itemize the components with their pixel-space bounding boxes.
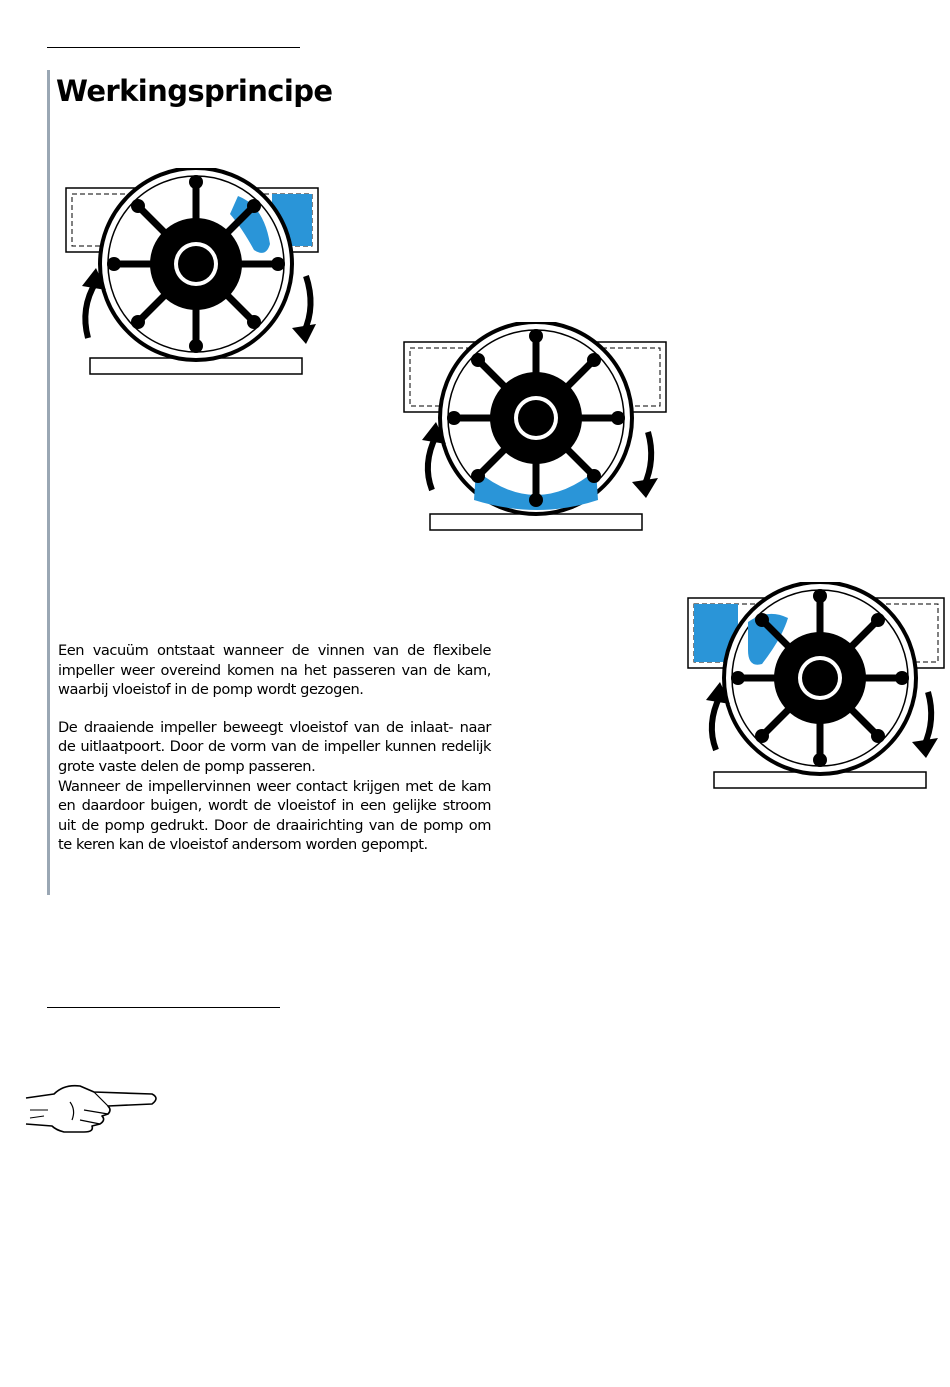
pointing-hand-icon (24, 1080, 164, 1136)
paragraph-vacuum: Een vacuüm ontstaat wanneer de vinnen van de flexibele impeller weer overeind komen na het passeren van de kam, waarbij vloeistof in de pomp wordt gezogen. (58, 642, 491, 699)
section-title: Werkingsprincipe (56, 74, 333, 108)
description-text (58, 641, 491, 855)
pump-stage-discharge (684, 582, 946, 797)
top-rule (47, 47, 300, 48)
pump-stage-transport (400, 322, 670, 537)
paragraph-discharge: Wanneer de impellervinnen weer contact krijgen met de kam en daardoor buigen, wordt de vloeistof in een gelijke stroom uit de pomp gedrukt. Door de draairichting van de pomp om te keren kan de vloeistof andersom worden gepompt. (58, 777, 491, 854)
pump-stage-intake (60, 168, 320, 383)
bottom-rule (47, 1007, 280, 1008)
paragraph-transport: De draaiende impeller beweegt vloeistof van de inlaat- naar de uitlaatpoort. Door de vorm van de impeller kunnen redelijk grote vaste delen de pomp passeren. (58, 718, 491, 775)
section-sidebar (47, 70, 50, 895)
